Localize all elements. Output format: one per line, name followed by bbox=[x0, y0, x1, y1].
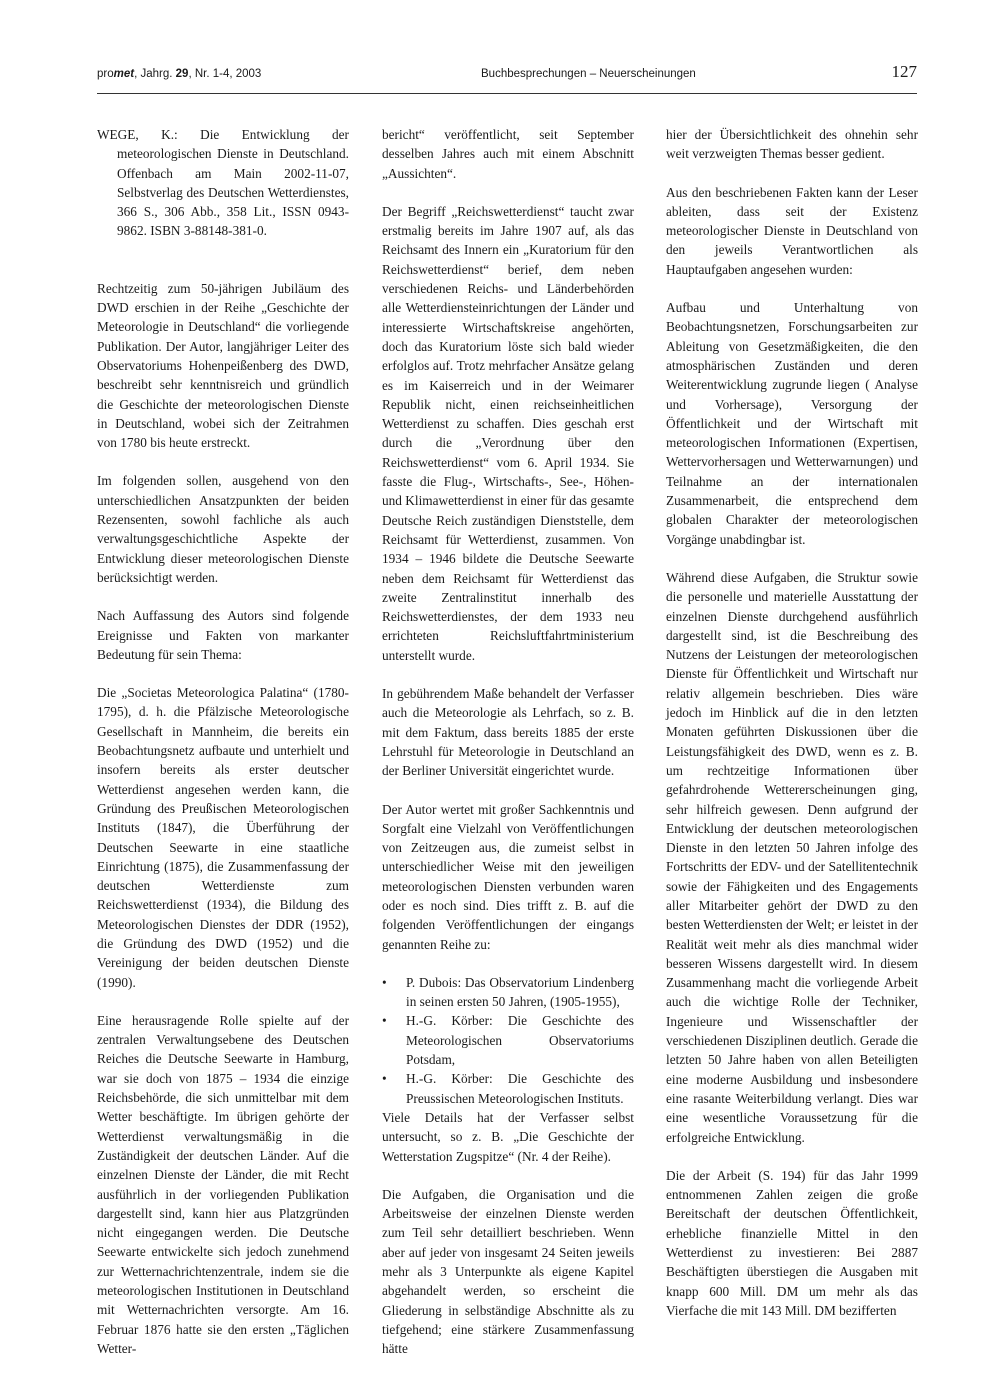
paragraph: Die der Arbeit (S. 194) für das Jahr 1999 entnommenen Zahlen zeigen die große Bereitschaft der deutschen Öffentlichkeit, erhebliche finanzielle Mittel in den Wetterdienst zu investieren: Bei 2887 Beschäftigten überstiegen die Ausgaben mit knapp 600 Mill. DM um mehr als das Vierfache die mit 143 Mill. DM bezifferten bbox=[666, 1167, 918, 1318]
journal-issue: , Nr. 1-4, 2003 bbox=[188, 68, 262, 80]
list-item-text: H.-G. Körber: Die Geschichte des Preussischen Meteorologischen Instituts. bbox=[406, 1071, 634, 1106]
journal-citation bbox=[97, 68, 261, 80]
header-rule bbox=[97, 93, 917, 94]
journal-name-pro: pro bbox=[97, 68, 114, 80]
paragraph: Aufbau und Unterhaltung von Beobachtungsnetzen, Forschungsarbeiten zur Ableitung von Gesetzmäßigkeiten, die den atmosphärischen Zuständen und deren Weiterentwicklung zugrunde liegen ( Analyse und Vorhersage), Versorgung der Öffentlichkeit und der Wirtschaft mit meteorologischen Informationen (Expertisen, Wettervorhersagen und Wetterwarnungen) und Teilnahme an der internationalen Zusammenarbeit, die entsprechend dem globalen Charakter der meteorologischen Vorgänge unabdingbar ist. bbox=[666, 300, 918, 547]
paragraph: Rechtzeitig zum 50-jährigen Jubiläum des DWD erschien in der Reihe „Geschichte der Meteorologie in Deutschland“ die vorliegende Publikation. Der Autor, langjähriger Leiter des Observatoriums Hohenpeißenberg des DWD, beschreibt sehr kenntnisreich und gründlich die Geschichte der meteorologischen Dienste in Deutschland, wobei sich der Zeitrahmen von 1780 bis heute erstreckt. bbox=[97, 280, 349, 451]
paragraph: Eine herausragende Rolle spielte auf der zentralen Verwaltungsebene des Deutschen Reiches die Deutsche Seewarte in Hamburg, war sie doch von 1875 – 1934 die einzige Reichsbehörde, die sich unmittelbar mit dem Wetter beschäftigte. Im übrigen gehörte der Wetterdienst verwaltungsmäßig in die Zuständigkeit der deutschen Länder. Auf die einzelnen Dienste der Länder, die mit Recht ausführlich in der vorliegenden Publikation dargestellt sind, kann hier aus Platzgründen nicht eingegangen werden. Die Deutsche Seewarte entwickelte sich jedoch zunehmend zur Wetternachrichtenzentrale, indem sie die meteorologischen Institutionen in Deutschland mit Wetternachrichten versorgte. Am 16. Februar 1876 hatte sie den ersten „Täglichen Wetter- bbox=[97, 1012, 349, 1356]
section-title: Buchbesprechungen – Neuerscheinungen bbox=[481, 68, 696, 80]
paragraph: Während diese Aufgaben, die Struktur sowie die personelle und materielle Ausstattung der einzelnen Dienste durchgehend ausführlich dargestellt sind, ist die Beschreibung des Nutzens der Leistungen der meteorologischen Dienste für Öffentlichkeit und Wirtschaft nur relativ allgemein beschrieben. Dies wäre jedoch im Hinblick auf die in den letzten Monaten geführten Diskussionen über die Leistungsfähigkeit des DWD, wenn es z. B. um rechtzeitige Informationen über gefahrdrohende Wettererscheinungen ging, sehr hilfreich gewesen. Denn aufgrund der Entwicklung der deutschen meteorologischen Dienste in den letzten 50 Jahren infolge des Fortschritts der EDV- und der Satellitentechnik sowie der Fähigkeiten und des Engagements aller Mitarbeiter gehört der DWD zu den besten Wetterdiensten der Welt; er leistet in der Realität weit mehr als dies manchmal wider besseren Wissens dargestellt wird. In diesem Zusammenhang macht die vorliegende Arbeit auch die wichtige Rolle der Techniker, Ingenieure und Wissenschaftler der verschiedenen Disziplinen deutlich. Gerade die letzten 50 Jahre haben von allen Beteiligten eine moderne Ausbildung und insbesondere eine rasante Weiterbildung verlangt. Dies war eine wesentliche Voraussetzung für die erfolgreiche Entwicklung. bbox=[666, 569, 918, 1145]
list-item-text: H.-G. Körber: Die Geschichte des Meteorologischen Observatoriums Potsdam, bbox=[406, 1013, 634, 1068]
paragraph: Die Aufgaben, die Organisation und die Arbeitsweise der einzelnen Dienste werden zum Teil sehr detailliert beschrieben. Wenn aber auf jeder von insgesamt 24 Seiten jeweils mehr als 3 Unterpunkte als eigene Kapitel abgehandelt werden, so erscheint die Gliederung in selbständige Abschnitte als zu tiefgehend; eine stärkere Zusammenfassung hätte bbox=[382, 1186, 634, 1357]
paragraph: Aus den beschriebenen Fakten kann der Leser ableiten, dass seit der Existenz meteorologischer Dienste in Deutschland von den jeweils Verantwortlichen als Hauptaufgaben angesehen wurden: bbox=[666, 184, 918, 277]
list-item bbox=[382, 973, 634, 1012]
journal-name-met: met bbox=[113, 68, 135, 80]
bullet-icon: • bbox=[382, 974, 387, 990]
list-item bbox=[382, 1011, 634, 1069]
paragraph: Der Autor wertet mit großer Sachkenntnis und Sorgfalt eine Vielzahl von Veröffentlichungen von Zeitzeugen aus, die zumeist selbst in unterschiedlicher Weise mit den jeweiligen meteorologischen Diensten verbunden waren oder es noch sind. Dies trifft z. B. auf die folgenden Veröffentlichungen der eingangs genannten Reihe zu: bbox=[382, 801, 634, 952]
paragraph: Im folgenden sollen, ausgehend von den unterschiedlichen Ansatzpunkten der beiden Rezensenten, sowohl fachliche als auch verwaltungsgeschichtliche Aspekte der Entwicklung dieser meteorologischen Dienste berücksichtigt werden. bbox=[97, 473, 349, 585]
paragraph: In gebührendem Maße behandelt der Verfasser auch die Meteorologie als Lehrfach, so z. B. mit dem Faktum, dass bereits 1885 der erste Lehrstuhl für Meteorologie in Deutschland an der Berliner Universität eingerichtet wurde. bbox=[382, 686, 634, 779]
column-1 bbox=[97, 125, 349, 1358]
paragraph: Viele Details hat der Verfasser selbst untersucht, so z. B. „Die Geschichte der Wetterstation Zugspitze“ (Nr. 4 der Reihe). bbox=[382, 1109, 634, 1164]
column-2 bbox=[382, 125, 634, 1359]
paragraph: Nach Auffassung des Autors sind folgende Ereignisse und Fakten von markanter Bedeutung für sein Thema: bbox=[97, 608, 349, 662]
paragraph: Der Begriff „Reichswetterdienst“ taucht zwar erstmalig bereits im Jahre 1907 auf, als das Reichsamt des Innern ein „Kuratorium für den Reichswetterdienst“ berief, dem neben verschiedenen Reichs- und Länderbehörden alle Wetterdiensteinrichtungen der Länder und interessierte Wirtschaftskreise angehörten, doch das Kuratorium löste sich bald wieder erfolglos auf. Trotz mehrfacher Ansätze gelang es im Kaiserreich und in der Weimarer Republik nicht, einen reichseinheitlichen Wetterdienst zu schaffen. Dies geschah erst durch die „Verordnung über den Reichswetterdienst“ vom 6. April 1934. Sie fasste die Flug-, Wirtschafts-, See-, Höhen- und Klimawetterdienst in einer für das gesamte Deutsche Reich zuständigen Dienststelle, dem Reichsamt für Wetterdienst, zusammen. Von 1934 – 1946 bildete die Deutsche Seewarte neben dem Reichsamt für Wetterdienst das zweite Zentralinstitut innerhalb des Reichswetterdienstes, der dem 1933 neu errichteten Reichsluftfahrtministerium unterstellt wurde. bbox=[382, 203, 634, 663]
paragraph: hier der Übersichtlichkeit des ohnehin sehr weit verzweigten Themas besser gedient. bbox=[666, 127, 918, 162]
journal-year-label: , Jahrg. bbox=[134, 68, 176, 80]
list-item-text: P. Dubois: Das Observatorium Lindenberg in seinen ersten 50 Jahren, (1905-1955), bbox=[406, 974, 634, 1010]
book-reference: WEGE, K.: Die Entwicklung der meteorologischen Dienste in Deutschland. Offenbach am Main 2002-11-07, Selbstverlag des Deutschen Wetterdienstes, 366 S., 306 Abb., 358 Lit., ISSN 0943-9862. ISBN 3-88148-381-0. bbox=[97, 127, 349, 239]
paragraph: Die „Societas Meteorologica Palatina“ (1780-1795), d. h. die Pfälzische Meteorologische Gesellschaft in Mannheim, die bereits ein Beobachtungsnetz aufbaute und unterhielt und insofern bereits als erster deutscher Wetterdienst angesehen werden kann, die Gründung des Preußischen Meteorologischen Instituts (1847), die Überführung der Deutschen Seewarte in eine staatliche Einrichtung (1875), die Zusammenfassung der deutschen Wetterdienste zum Reichswetterdienst (1934), die Bildung des Meteorologischen Dienstes der DDR (1952), die Gründung des DWD (1952) und die Vereinigung der beiden deutschen Dienste (1990). bbox=[97, 685, 349, 990]
list-item bbox=[382, 1069, 634, 1108]
bullet-icon: • bbox=[382, 1013, 387, 1029]
running-header bbox=[97, 62, 917, 88]
page-number: 127 bbox=[891, 62, 917, 81]
bullet-icon: • bbox=[382, 1071, 387, 1087]
column-3 bbox=[666, 125, 918, 1320]
journal-volume: 29 bbox=[175, 68, 189, 80]
publication-list bbox=[382, 973, 634, 1108]
paragraph: bericht“ veröffentlicht, seit September desselben Jahres auch mit einem Abschnitt „Aussichten“. bbox=[382, 127, 634, 181]
